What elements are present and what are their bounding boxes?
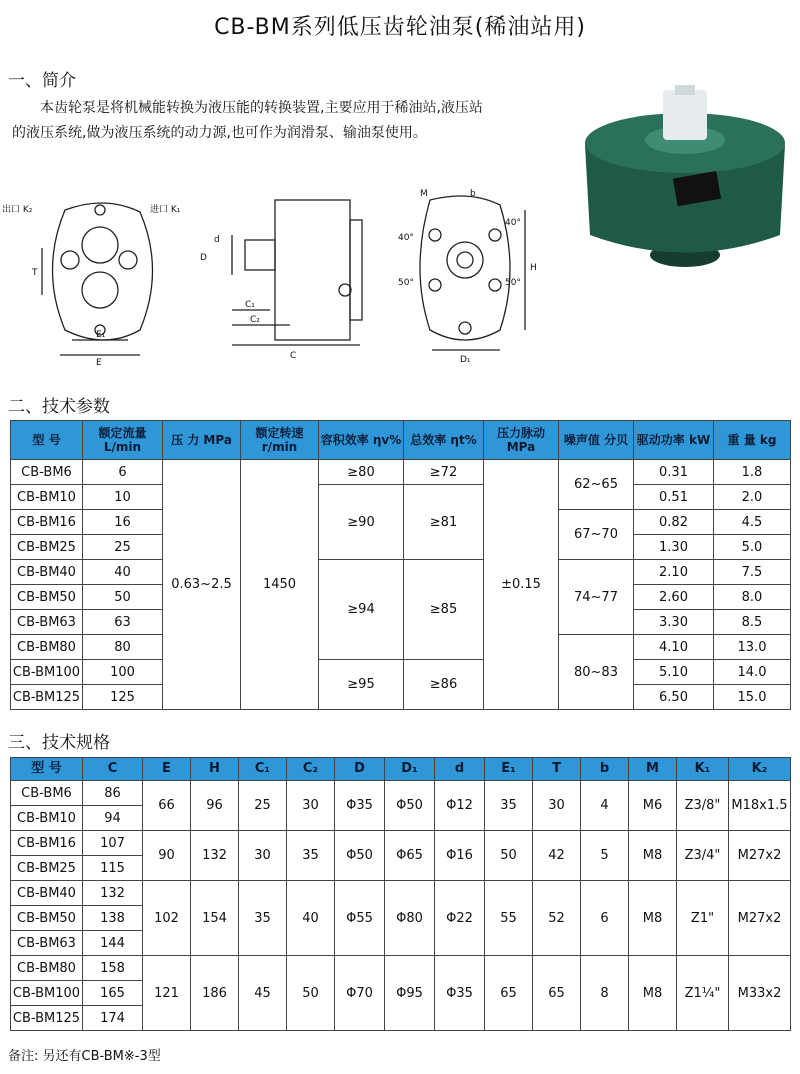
flow-cell: 50: [83, 585, 163, 610]
col-header: H: [191, 758, 239, 781]
model-cell: CB-BM10: [11, 806, 83, 831]
spec-cell: 30: [239, 831, 287, 881]
spec-cell: 50: [287, 956, 335, 1031]
c-cell: 115: [83, 856, 143, 881]
model-cell: CB-BM80: [11, 956, 83, 981]
flow-cell: 6: [83, 460, 163, 485]
flow-cell: 125: [83, 685, 163, 710]
label-t: T: [32, 268, 38, 278]
col-header: b: [581, 758, 629, 781]
table-row: [11, 831, 791, 856]
c-cell: 132: [83, 881, 143, 906]
tot-eff-cell: ≥86: [404, 660, 484, 710]
pulse-cell: ±0.15: [484, 460, 559, 710]
power-cell: 2.60: [634, 585, 714, 610]
c-cell: 165: [83, 981, 143, 1006]
tech-params-table: [10, 420, 791, 710]
table-header-row: [11, 758, 791, 781]
spec-cell: 102: [143, 881, 191, 956]
vol-eff-cell: ≥80: [319, 460, 404, 485]
power-cell: 3.30: [634, 610, 714, 635]
section-params-heading: 二、技术参数: [8, 397, 110, 417]
footnote: 备注: 另还有CB-BM※-3型: [8, 1049, 161, 1064]
col-header: C₂: [287, 758, 335, 781]
weight-cell: 13.0: [714, 635, 791, 660]
label-50-right: 50°: [505, 278, 521, 288]
model-cell: CB-BM25: [11, 535, 83, 560]
model-cell: CB-BM10: [11, 485, 83, 510]
spec-cell: 35: [485, 781, 533, 831]
model-cell: CB-BM100: [11, 981, 83, 1006]
power-cell: 0.51: [634, 485, 714, 510]
spec-cell: M33x2: [729, 956, 791, 1031]
weight-cell: 14.0: [714, 660, 791, 685]
flow-cell: 25: [83, 535, 163, 560]
spec-cell: Z3/8": [677, 781, 729, 831]
vol-eff-cell: ≥90: [319, 485, 404, 560]
power-cell: 0.82: [634, 510, 714, 535]
model-cell: CB-BM16: [11, 831, 83, 856]
col-header: M: [629, 758, 677, 781]
col-header: E₁: [485, 758, 533, 781]
label-40-left: 40°: [398, 233, 414, 243]
spec-cell: 35: [239, 881, 287, 956]
table-row: [11, 560, 791, 585]
c-cell: 94: [83, 806, 143, 831]
spec-cell: Φ95: [385, 956, 435, 1031]
spec-cell: 35: [287, 831, 335, 881]
tot-eff-cell: ≥81: [404, 485, 484, 560]
spec-cell: M8: [629, 956, 677, 1031]
c-cell: 158: [83, 956, 143, 981]
weight-cell: 5.0: [714, 535, 791, 560]
model-cell: CB-BM40: [11, 881, 83, 906]
pump-dimension-drawing: [0, 180, 560, 380]
spec-cell: 42: [533, 831, 581, 881]
weight-cell: 2.0: [714, 485, 791, 510]
label-c1: C₁: [245, 300, 255, 310]
col-header: D: [335, 758, 385, 781]
col-header: K₁: [677, 758, 729, 781]
table-row: [11, 485, 791, 510]
spec-cell: M8: [629, 881, 677, 956]
weight-cell: 15.0: [714, 685, 791, 710]
speed-cell: 1450: [241, 460, 319, 710]
col-header: 额定流量 L/min: [83, 421, 163, 460]
col-header: 容积效率 ηv%: [319, 421, 404, 460]
power-cell: 4.10: [634, 635, 714, 660]
label-k2: 出口 K₂: [2, 205, 33, 215]
model-cell: CB-BM125: [11, 685, 83, 710]
label-50-left: 50°: [398, 278, 414, 288]
label-m: M: [420, 189, 428, 199]
spec-cell: Φ22: [435, 881, 485, 956]
tech-specs-table: [10, 757, 791, 1031]
power-cell: 5.10: [634, 660, 714, 685]
spec-cell: M6: [629, 781, 677, 831]
spec-cell: M18x1.5: [729, 781, 791, 831]
label-d1: D₁: [460, 355, 471, 365]
tot-eff-cell: ≥85: [404, 560, 484, 660]
page-title: CB-BM系列低压齿轮油泵(稀油站用): [214, 15, 586, 40]
table-row: [11, 460, 791, 485]
table-row: [11, 660, 791, 685]
intro-text: 本齿轮泵是将机械能转换为液压能的转换装置,主要应用于稀油站,液压站的液压系统,做为液压系统的动力源,也可作为润滑泵、输油泵使用。: [12, 100, 483, 141]
spec-cell: Φ35: [335, 781, 385, 831]
col-header: C₁: [239, 758, 287, 781]
col-header: K₂: [729, 758, 791, 781]
vol-eff-cell: ≥95: [319, 660, 404, 710]
spec-cell: Z1¼": [677, 956, 729, 1031]
power-cell: 2.10: [634, 560, 714, 585]
power-cell: 0.31: [634, 460, 714, 485]
c-cell: 144: [83, 931, 143, 956]
vol-eff-cell: ≥94: [319, 560, 404, 660]
flow-cell: 63: [83, 610, 163, 635]
pressure-cell: 0.63~2.5: [163, 460, 241, 710]
col-header: 重 量 kg: [714, 421, 791, 460]
weight-cell: 4.5: [714, 510, 791, 535]
spec-cell: 186: [191, 956, 239, 1031]
spec-cell: 4: [581, 781, 629, 831]
spec-cell: 121: [143, 956, 191, 1031]
col-header: 额定转速 r/min: [241, 421, 319, 460]
spec-cell: 65: [533, 956, 581, 1031]
col-header: 总效率 ηt%: [404, 421, 484, 460]
table-row: [11, 956, 791, 981]
label-e: E: [96, 358, 102, 368]
col-header: 型 号: [11, 421, 83, 460]
col-header: 压 力 MPa: [163, 421, 241, 460]
col-header: C: [83, 758, 143, 781]
label-d: d: [214, 235, 220, 245]
spec-cell: M27x2: [729, 881, 791, 956]
table-header-row: [11, 421, 791, 460]
model-cell: CB-BM50: [11, 585, 83, 610]
spec-cell: 40: [287, 881, 335, 956]
spec-cell: 25: [239, 781, 287, 831]
spec-cell: 65: [485, 956, 533, 1031]
spec-cell: Φ80: [385, 881, 435, 956]
label-c: C: [290, 351, 297, 361]
power-cell: 1.30: [634, 535, 714, 560]
model-cell: CB-BM63: [11, 610, 83, 635]
spec-cell: 45: [239, 956, 287, 1031]
spec-cell: Φ12: [435, 781, 485, 831]
spec-cell: 90: [143, 831, 191, 881]
table-row: [11, 881, 791, 906]
model-cell: CB-BM80: [11, 635, 83, 660]
model-cell: CB-BM16: [11, 510, 83, 535]
model-cell: CB-BM40: [11, 560, 83, 585]
spec-cell: 6: [581, 881, 629, 956]
spec-cell: 66: [143, 781, 191, 831]
label-dd: D: [200, 253, 207, 263]
label-c2: C₂: [250, 315, 260, 325]
col-header: E: [143, 758, 191, 781]
label-b: b: [470, 189, 476, 199]
label-40-right: 40°: [505, 218, 521, 228]
spec-cell: 50: [485, 831, 533, 881]
pump-photo: [575, 85, 790, 275]
model-cell: CB-BM6: [11, 460, 83, 485]
spec-cell: 55: [485, 881, 533, 956]
spec-cell: Φ16: [435, 831, 485, 881]
spec-cell: 30: [287, 781, 335, 831]
spec-cell: Z3/4": [677, 831, 729, 881]
spec-cell: 5: [581, 831, 629, 881]
weight-cell: 1.8: [714, 460, 791, 485]
weight-cell: 7.5: [714, 560, 791, 585]
spec-cell: Φ35: [435, 956, 485, 1031]
model-cell: CB-BM100: [11, 660, 83, 685]
model-cell: CB-BM6: [11, 781, 83, 806]
spec-cell: 30: [533, 781, 581, 831]
model-cell: CB-BM25: [11, 856, 83, 881]
tot-eff-cell: ≥72: [404, 460, 484, 485]
spec-cell: 8: [581, 956, 629, 1031]
spec-cell: Φ55: [335, 881, 385, 956]
c-cell: 86: [83, 781, 143, 806]
col-header: T: [533, 758, 581, 781]
flow-cell: 100: [83, 660, 163, 685]
model-cell: CB-BM50: [11, 906, 83, 931]
c-cell: 174: [83, 1006, 143, 1031]
spec-cell: Φ50: [385, 781, 435, 831]
weight-cell: 8.5: [714, 610, 791, 635]
label-k1: 进口 K₁: [150, 205, 181, 215]
col-header: 噪声值 分贝: [559, 421, 634, 460]
section-intro-heading: 一、简介: [8, 71, 76, 91]
model-cell: CB-BM63: [11, 931, 83, 956]
label-e1: E₁: [96, 330, 106, 340]
flow-cell: 40: [83, 560, 163, 585]
col-header: 驱动功率 kW: [634, 421, 714, 460]
spec-cell: 154: [191, 881, 239, 956]
spec-cell: 132: [191, 831, 239, 881]
noise-cell: 67~70: [559, 510, 634, 560]
col-header: 压力脉动 MPa: [484, 421, 559, 460]
spec-cell: Φ50: [335, 831, 385, 881]
spec-cell: Φ70: [335, 956, 385, 1031]
col-header: D₁: [385, 758, 435, 781]
col-header: 型 号: [11, 758, 83, 781]
spec-cell: 96: [191, 781, 239, 831]
noise-cell: 62~65: [559, 460, 634, 510]
model-cell: CB-BM125: [11, 1006, 83, 1031]
flow-cell: 16: [83, 510, 163, 535]
spec-cell: M27x2: [729, 831, 791, 881]
spec-cell: Φ65: [385, 831, 435, 881]
spec-cell: M8: [629, 831, 677, 881]
table-row: [11, 781, 791, 806]
noise-cell: 74~77: [559, 560, 634, 635]
flow-cell: 10: [83, 485, 163, 510]
power-cell: 6.50: [634, 685, 714, 710]
c-cell: 138: [83, 906, 143, 931]
spec-cell: 52: [533, 881, 581, 956]
noise-cell: 80~83: [559, 635, 634, 710]
weight-cell: 8.0: [714, 585, 791, 610]
label-h: H: [530, 263, 537, 273]
section-specs-heading: 三、技术规格: [8, 733, 110, 753]
c-cell: 107: [83, 831, 143, 856]
col-header: d: [435, 758, 485, 781]
flow-cell: 80: [83, 635, 163, 660]
spec-cell: Z1": [677, 881, 729, 956]
